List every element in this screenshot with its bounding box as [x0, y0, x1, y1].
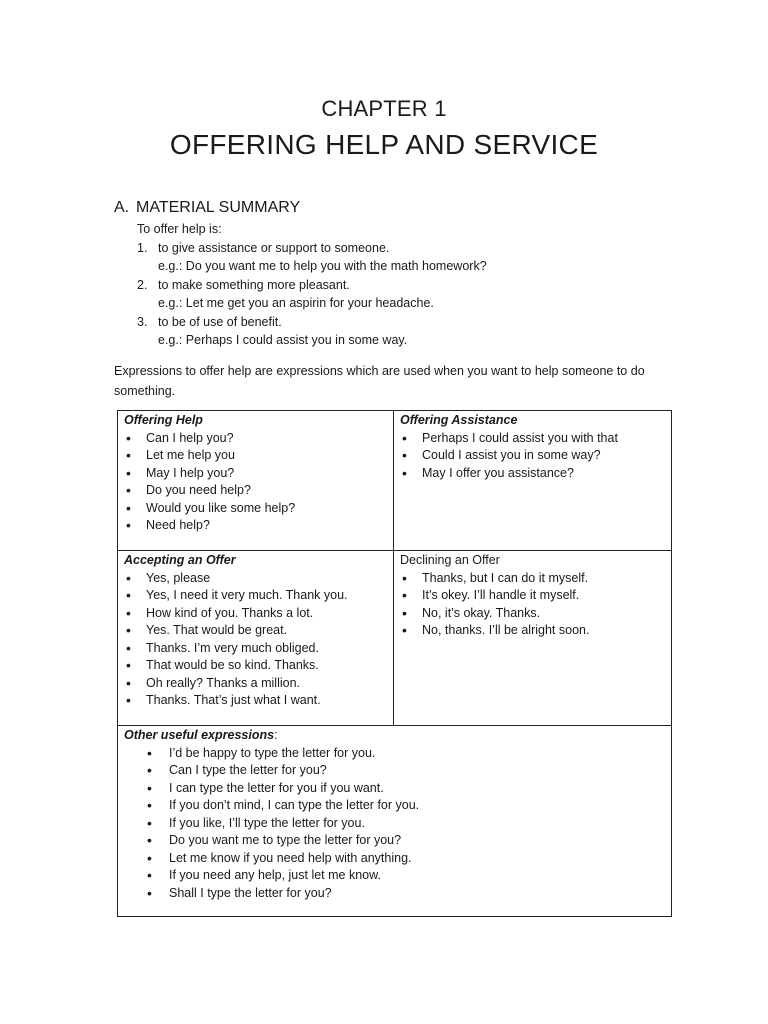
- offering-help-list: [124, 430, 387, 535]
- list-item: • Could I assist you in some way?: [400, 447, 665, 465]
- item-number: 2.: [137, 277, 148, 292]
- page-title: OFFERING HELP AND SERVICE: [169, 129, 599, 160]
- section-heading-text: MATERIAL SUMMARY: [136, 199, 301, 216]
- list-item: • Yes, I need it very much. Thank you.: [124, 587, 387, 605]
- list-item: • If you like, I’ll type the letter for you.: [124, 815, 665, 833]
- offering-help-heading: Offering Help: [124, 413, 203, 427]
- expressions-table: [117, 410, 672, 917]
- list-item: • Need help?: [124, 517, 387, 535]
- list-item: • No, thanks. I’ll be alright soon.: [400, 622, 665, 640]
- accepting-offer-heading: Accepting an Offer: [124, 553, 236, 567]
- accepting-offer-cell: [118, 551, 394, 726]
- list-item: • Thanks. That’s just what I want.: [124, 692, 387, 710]
- declining-offer-list: [400, 570, 665, 640]
- definition-item: [137, 276, 697, 313]
- list-item: • It’s okey. I’ll handle it myself.: [400, 587, 665, 605]
- definition-item: [137, 239, 697, 276]
- list-item: • If you don’t mind, I can type the letter for you.: [124, 797, 665, 815]
- summary-intro: To offer help is:: [137, 222, 222, 236]
- list-item: • How kind of you. Thanks a lot.: [124, 605, 387, 623]
- declining-offer-cell: [394, 551, 671, 726]
- item-number: 3.: [137, 314, 148, 329]
- list-item: • Do you want me to type the letter for you?: [124, 832, 665, 850]
- definition-text: to give assistance or support to someone.: [158, 240, 390, 255]
- list-item: • May I help you?: [124, 465, 387, 483]
- other-expressions-heading: [124, 727, 665, 745]
- example-text: e.g.: Perhaps I could assist you in some way.: [158, 333, 408, 347]
- list-item: • Oh really? Thanks a million.: [124, 675, 387, 693]
- list-item: • If you need any help, just let me know.: [124, 867, 665, 885]
- definition-text: to be of use of benefit.: [158, 314, 282, 329]
- list-item: • Can I help you?: [124, 430, 387, 448]
- list-item: • Let me know if you need help with anything.: [124, 850, 665, 868]
- list-item: • May I offer you assistance?: [400, 465, 665, 483]
- material-summary: [137, 220, 697, 350]
- section-letter: A.: [114, 199, 130, 216]
- definition-text: to make something more pleasant.: [158, 277, 350, 292]
- list-item: • Would you like some help?: [124, 500, 387, 518]
- list-item: • Thanks. I’m very much obliged.: [124, 640, 387, 658]
- section-heading: [114, 199, 300, 217]
- offering-assistance-list: [400, 430, 665, 483]
- list-item: • I can type the letter for you if you want.: [124, 780, 665, 798]
- list-item: • Shall I type the letter for you?: [124, 885, 665, 903]
- list-item: • Yes, please: [124, 570, 387, 588]
- list-item: • No, it’s okay. Thanks.: [400, 605, 665, 623]
- definition-list: [137, 239, 697, 350]
- offering-assistance-cell: [394, 411, 671, 551]
- item-number: 1.: [137, 240, 148, 255]
- offering-help-cell: [118, 411, 394, 551]
- other-expressions-cell: [118, 726, 671, 916]
- list-item: • Do you need help?: [124, 482, 387, 500]
- heading-colon: :: [274, 728, 278, 742]
- list-item: • Let me help you: [124, 447, 387, 465]
- list-item: • Can I type the letter for you?: [124, 762, 665, 780]
- list-item: • That would be so kind. Thanks.: [124, 657, 387, 675]
- declining-offer-heading: Declining an Offer: [400, 553, 500, 567]
- chapter-label: CHAPTER 1: [321, 96, 447, 121]
- list-item: • Perhaps I could assist you with that: [400, 430, 665, 448]
- list-item: • Thanks, but I can do it myself.: [400, 570, 665, 588]
- accepting-offer-list: [124, 570, 387, 710]
- other-expressions-list: [124, 745, 665, 903]
- example-text: e.g.: Do you want me to help you with the math homework?: [158, 259, 487, 273]
- expressions-paragraph: Expressions to offer help are expressions which are used when you want to help someone to do something.: [114, 364, 645, 398]
- list-item: • I’d be happy to type the letter for you.: [124, 745, 665, 763]
- example-text: e.g.: Let me get you an aspirin for your headache.: [158, 296, 434, 310]
- offering-assistance-heading: Offering Assistance: [400, 413, 518, 427]
- other-expressions-heading-text: Other useful expressions: [124, 728, 275, 742]
- list-item: • Yes. That would be great.: [124, 622, 387, 640]
- definition-item: [137, 313, 697, 350]
